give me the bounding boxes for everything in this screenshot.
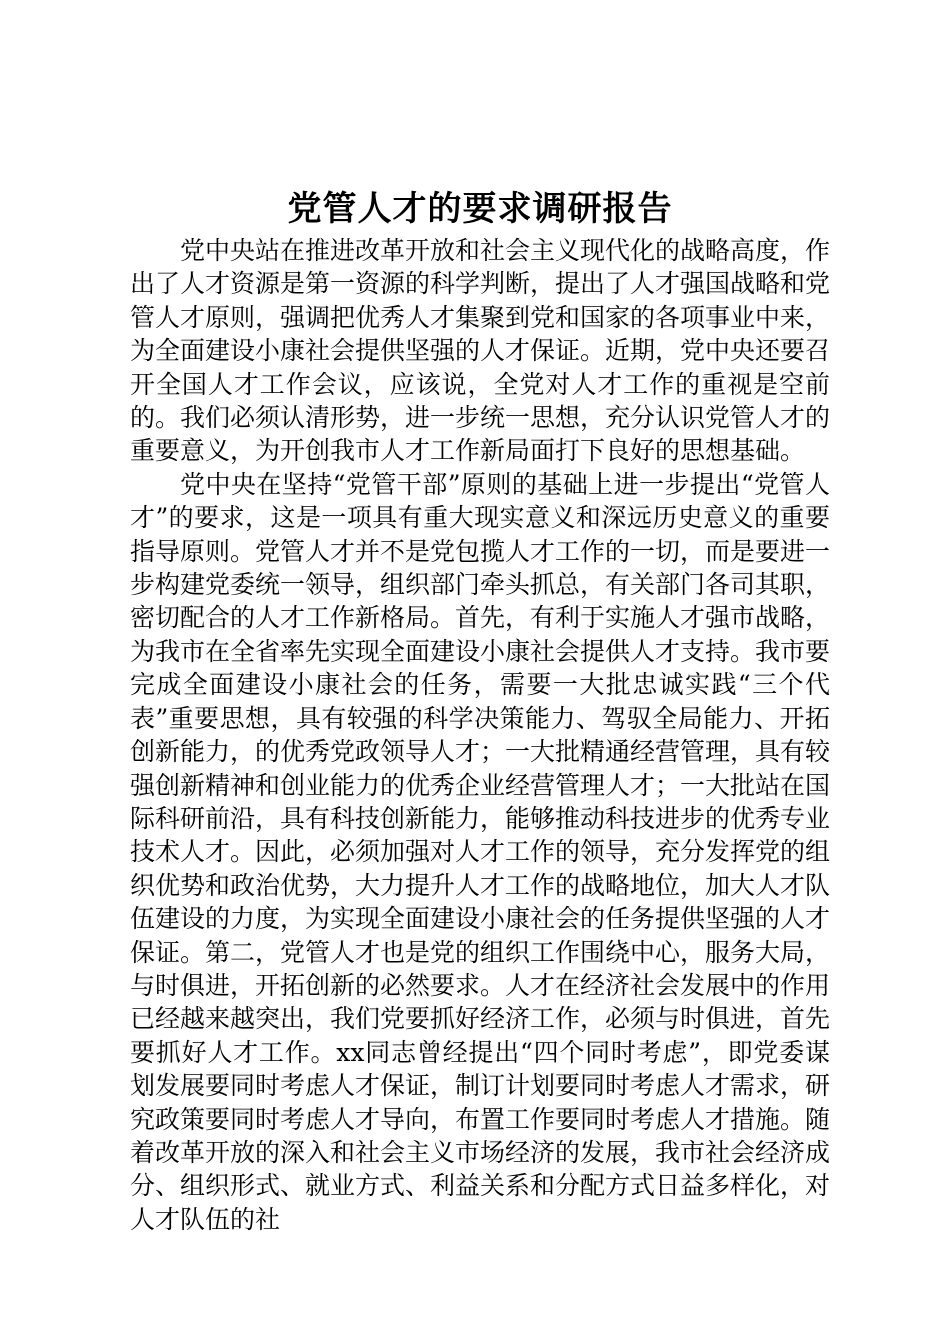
paragraph-2: 党中央在坚持“党管干部”原则的基础上进一步提出“党管人才”的要求，这是一项具有重大现实意义和深远历史意义的重要指导原则。党管人才并不是党包揽人才工作的一切，而是要进一步构建党委统一领导，组织部门牵头抓总，有关部门各司其职，密切配合的人才工作新格局。首先，有利于实施人才强市战略，为我市在全省率先实现全面建设小康社会提供人才支持。我市要完成全面建设小康社会的任务，需要一大批忠诚实践“三个代表”重要思想，具有较强的科学决策能力、驾驭全局能力、开拓创新能力，的优秀党政领导人才；一大批精通经营管理，具有较强创新精神和创业能力的优秀企业经营管理人才；一大批站在国际科研前沿，具有科技创新能力，能够推动科技进步的优秀专业技术人才。因此，必须加强对人才工作的领导，充分发挥党的组织优势和政治优势，大力提升人才工作的战略地位，加大人才队伍建设的力度，为实现全面建设小康社会的任务提供坚强的人才保证。第二，党管人才也是党的组织工作围绕中心，服务大局，与时俱进，开拓创新的必然要求。人才在经济社会发展中的作用已经越来越突出，我们党要抓好经济工作，必须与时俱进，首先要抓好人才工作。xx同志曾经提出“四个同时考虑”，即党委谋划发展要同时考虑人才保证，制订计划要同时考虑人才需求，研究政策要同时考虑人才导向，布置工作要同时考虑人才措施。随着改革开放的深入和社会主义市场经济的发展，我市社会经济成分、组织形式、就业方式、利益关系和分配方式日益多样化，对人才队伍的社 — [130, 469, 831, 1234]
paragraph-1: 党中央站在推进改革开放和社会主义现代化的战略高度，作出了人才资源是第一资源的科学判断，提出了人才强国战略和党管人才原则，强调把优秀人才集聚到党和国家的各项事业中来，为全面建设小康社会提供坚强的人才保证。近期，党中央还要召开全国人才工作会议，应该说，全党对人才工作的重视是空前的。我们必须认清形势，进一步统一思想，充分认识党管人才的重要意义，为开创我市人才工作新局面打下良好的思想基础。 — [130, 236, 831, 466]
document-title: 党管人才的要求调研报告 — [287, 189, 673, 229]
document-body — [130, 234, 830, 1236]
